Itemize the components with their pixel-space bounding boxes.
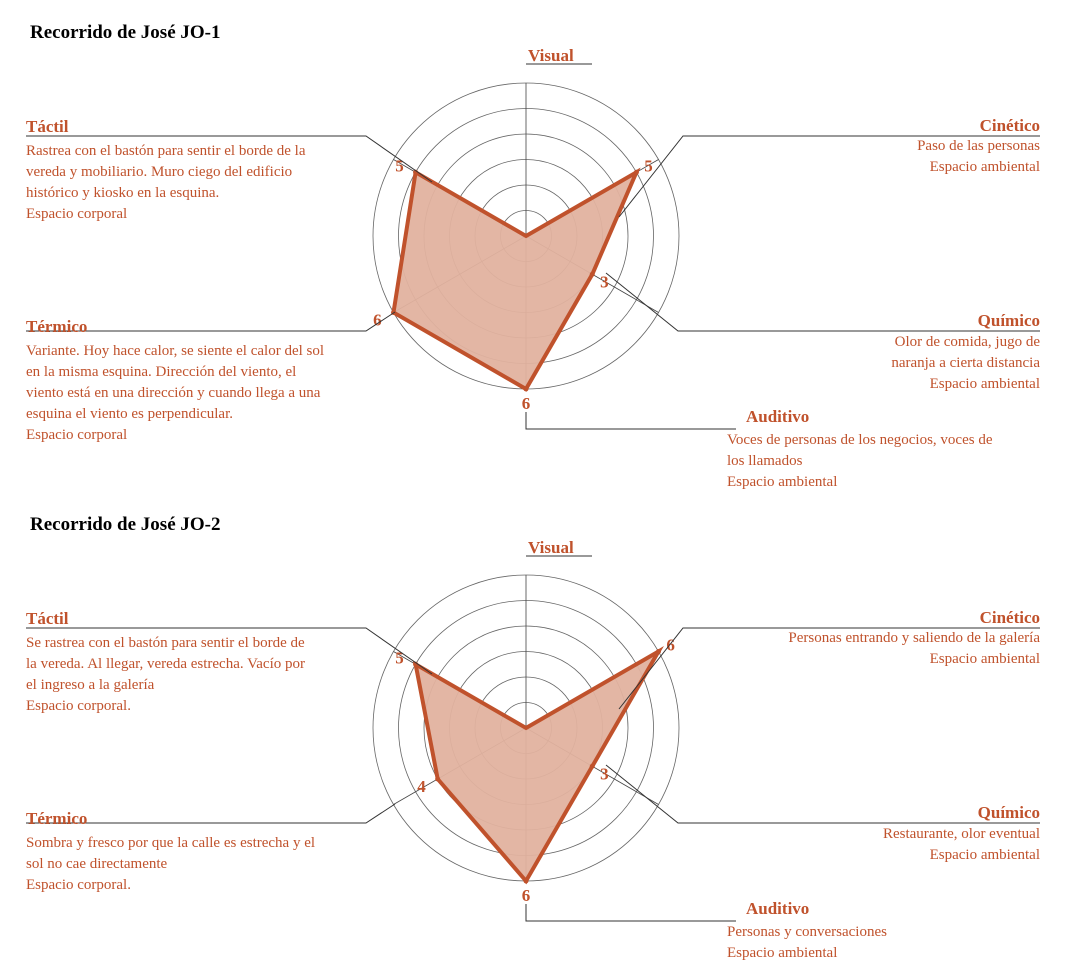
description-quimico	[820, 332, 1040, 395]
value-label-termico: 6	[373, 310, 382, 330]
description-cinetico	[760, 628, 1040, 670]
description-quimico	[820, 824, 1040, 866]
value-label-termico: 4	[417, 777, 426, 796]
description-line: Personas entrando y saliendo de la galería	[788, 630, 1040, 646]
data-point-quimico	[590, 764, 595, 769]
description-line: Rastrea con el bastón para sentir el borde de la	[26, 143, 306, 159]
data-point-quimico	[590, 272, 595, 277]
description-line: Espacio ambiental	[727, 945, 838, 961]
description-cinetico	[760, 136, 1040, 178]
description-line: Espacio ambiental	[929, 847, 1040, 863]
axis-label-quimico: Químico	[977, 311, 1040, 330]
chart-title: Recorrido de José JO-2	[30, 514, 221, 535]
axis-label-tactil: Táctil	[26, 609, 69, 628]
description-line: Voces de personas de los negocios, voces de	[727, 432, 993, 448]
description-line: Olor de comida, jugo de	[894, 334, 1040, 350]
description-line: Espacio corporal.	[26, 698, 131, 714]
data-point-termico	[435, 777, 440, 782]
description-termico	[26, 341, 368, 446]
axis-label-termico: Térmico	[26, 809, 88, 828]
description-auditivo	[727, 430, 1040, 493]
description-line: el ingreso a la galería	[26, 677, 155, 693]
description-tactil	[26, 633, 364, 717]
data-point-auditivo	[524, 879, 529, 884]
value-label-quimico: 3	[600, 272, 609, 292]
axis-label-auditivo: Auditivo	[746, 407, 810, 426]
description-line: Espacio ambiental	[727, 474, 838, 490]
description-line: Espacio corporal	[26, 206, 128, 222]
description-line: vereda y mobiliario. Muro ciego del edificio	[26, 164, 293, 180]
axis-label-tactil: Táctil	[26, 117, 69, 136]
description-line: Espacio ambiental	[929, 376, 1040, 392]
description-termico	[26, 833, 368, 896]
value-label-cinetico: 6	[666, 635, 675, 655]
description-line: Variante. Hoy hace calor, se siente el calor del sol	[26, 343, 325, 359]
description-tactil	[26, 141, 364, 225]
axis-label-cinetico: Cinético	[979, 116, 1040, 135]
connector-auditivo	[526, 904, 736, 921]
description-line: Personas y conversaciones	[727, 924, 887, 940]
description-line: Espacio corporal	[26, 427, 128, 443]
connector-auditivo	[526, 412, 736, 429]
value-label-auditivo: 6	[521, 886, 531, 905]
axis-label-quimico: Químico	[977, 803, 1040, 822]
axis-label-termico: Térmico	[26, 317, 88, 336]
description-line: Restaurante, olor eventual	[882, 826, 1040, 842]
description-line: Espacio ambiental	[929, 651, 1040, 667]
axis-label-visual: Visual	[528, 46, 574, 65]
description-line: viento está en una dirección y cuando llega a una	[26, 385, 321, 401]
description-line: Espacio ambiental	[929, 159, 1040, 175]
axis-label-auditivo: Auditivo	[746, 899, 810, 918]
description-line: Paso de las personas	[917, 138, 1040, 154]
chart-title: Recorrido de José JO-1	[30, 22, 221, 43]
value-label-auditivo: 6	[521, 394, 531, 413]
description-line: Sombra y fresco por que la calle es estrecha y el	[26, 835, 316, 851]
axis-label-cinetico: Cinético	[979, 608, 1040, 627]
description-line: sol no cae directamente	[26, 856, 168, 872]
description-line: naranja a cierta distancia	[891, 355, 1040, 371]
axis-label-visual: Visual	[528, 538, 574, 557]
description-line: los llamados	[727, 453, 803, 469]
value-label-tactil: 5	[395, 156, 404, 176]
description-line: Espacio corporal.	[26, 877, 131, 893]
data-point-cinetico	[656, 649, 661, 654]
description-auditivo	[727, 922, 1040, 964]
description-line: histórico y kiosko en la esquina.	[26, 185, 220, 201]
radar-chart	[0, 492, 1072, 970]
radar-panel-jo2	[0, 492, 1072, 970]
value-label-cinetico: 5	[644, 156, 653, 176]
value-label-tactil: 5	[395, 648, 404, 668]
data-point-auditivo	[524, 387, 529, 392]
description-line: en la misma esquina. Dirección del viento, el	[26, 364, 297, 380]
description-line: Se rastrea con el bastón para sentir el borde de	[26, 635, 305, 651]
data-point-cinetico	[634, 170, 639, 175]
description-line: esquina el viento es perpendicular.	[26, 406, 234, 422]
description-line: la vereda. Al llegar, vereda estrecha. Vacío por	[26, 656, 305, 672]
value-label-quimico: 3	[600, 764, 609, 784]
